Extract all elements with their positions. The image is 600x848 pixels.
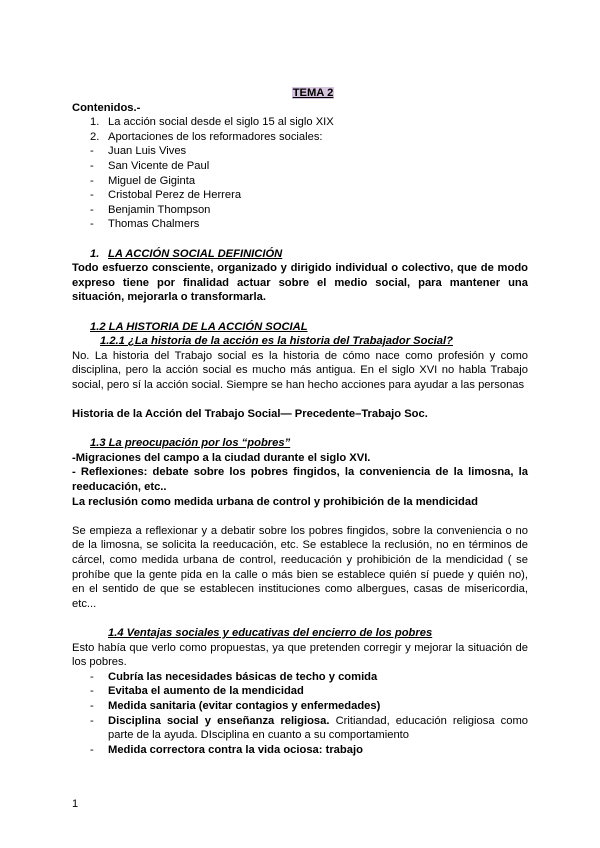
- list-item: - Disciplina social y enseñanza religiosa. Critiandad, educación religiosa como parte de la ayuda. DIsciplina en cuanto a su comportamiento: [90, 714, 529, 742]
- section-1-3-paragraph: Se empieza a reflexionar y a debatir sobre los pobres fingidos, sobre la conveniencia o no de la limosna, se solicita la reeducación, etc. Se establece la reclusión, no en términos de cárcel, como medida urbana de control, reeducación y prohibición de la mendicidad ( se prohíbe que la gente pida en la calle o más bien se establece quién sí puede y quién no), en el sentido de que se establecen instituciones como albergues, casas de misericordia, etc...: [72, 524, 528, 610]
- list-item: - Evitaba el aumento de la mendicidad: [90, 685, 304, 698]
- ventajas-list: [72, 670, 528, 758]
- section-1-2-1-heading: 1.2.1 ¿La historia de la acción es la historia del Trabajador Social?: [100, 335, 453, 348]
- list-item: - Thomas Chalmers: [90, 218, 200, 231]
- section-1-3-heading: 1.3 La preocupación por los “pobres”: [90, 437, 291, 450]
- list-item: - San Vicente de Paul: [90, 159, 210, 172]
- section-1-4-intro: Esto había que verlo como propuestas, ya que pretenden corregir y mejorar la situación de los pobres.: [72, 641, 528, 669]
- document-title: TEMA 2: [292, 87, 334, 99]
- list-item: 2. Aportaciones de los reformadores sociales:: [90, 130, 323, 143]
- section-1-3-line2: - Reflexiones: debate sobre los pobres fingidos, la conveniencia de la limosna, la reeducación, etc..: [72, 466, 528, 494]
- list-item: - Miguel de Giginta: [90, 174, 196, 187]
- page-number: 1: [72, 798, 79, 810]
- section-1-4-heading: 1.4 Ventajas sociales y educativas del encierro de los pobres: [108, 626, 433, 639]
- reformadores-list: [72, 144, 528, 232]
- contenidos-label: Contenidos.-: [72, 101, 141, 114]
- list-item: - Medida sanitaria (evitar contagios y enfermedades): [90, 699, 381, 712]
- section-1-2-summary: Historia de la Acción del Trabajo Social— Precedente–Trabajo Soc.: [72, 408, 428, 421]
- section-1-2-heading: 1.2 LA HISTORIA DE LA ACCIÓN SOCIAL: [90, 320, 308, 333]
- title-row: [98, 86, 528, 101]
- section-1-3-line1: -Migraciones del campo a la ciudad durante el siglo XVI.: [72, 451, 371, 464]
- list-item: 1. La acción social desde el siglo 15 al siglo XIX: [90, 116, 334, 129]
- section-1-2-text: No. La historia del Trabajo social es la historia de cómo nace como profesión y como disciplina, pero la acción social es mucho más antigua. En el siglo XVI no habla Trabajo social, pero sí la acción social. Siempre se han hecho acciones para ayudar a las personas: [72, 349, 528, 391]
- list-item: - Cristobal Perez de Herrera: [90, 189, 242, 202]
- list-item: - Benjamin Thompson: [90, 203, 211, 216]
- document-page: [72, 86, 528, 757]
- section-1-3-line3: La reclusión como medida urbana de control y prohibición de la mendicidad: [72, 495, 478, 508]
- section-1-text: Todo esfuerzo consciente, organizado y dirigido individual o colectivo, que de modo expreso tiene por finalidad actuar sobre el medio social, para mantener una situación, mejorarla o transformarla.: [72, 262, 528, 304]
- section-1-heading: 1. LA ACCIÓN SOCIAL DEFINICIÓN: [90, 247, 283, 260]
- list-item: - Medida correctora contra la vida ociosa: trabajo: [90, 743, 363, 756]
- contenidos-list: [72, 115, 528, 144]
- list-item: - Juan Luis Vives: [90, 145, 187, 158]
- list-item: - Cubría las necesidades básicas de techo y comida: [90, 670, 378, 683]
